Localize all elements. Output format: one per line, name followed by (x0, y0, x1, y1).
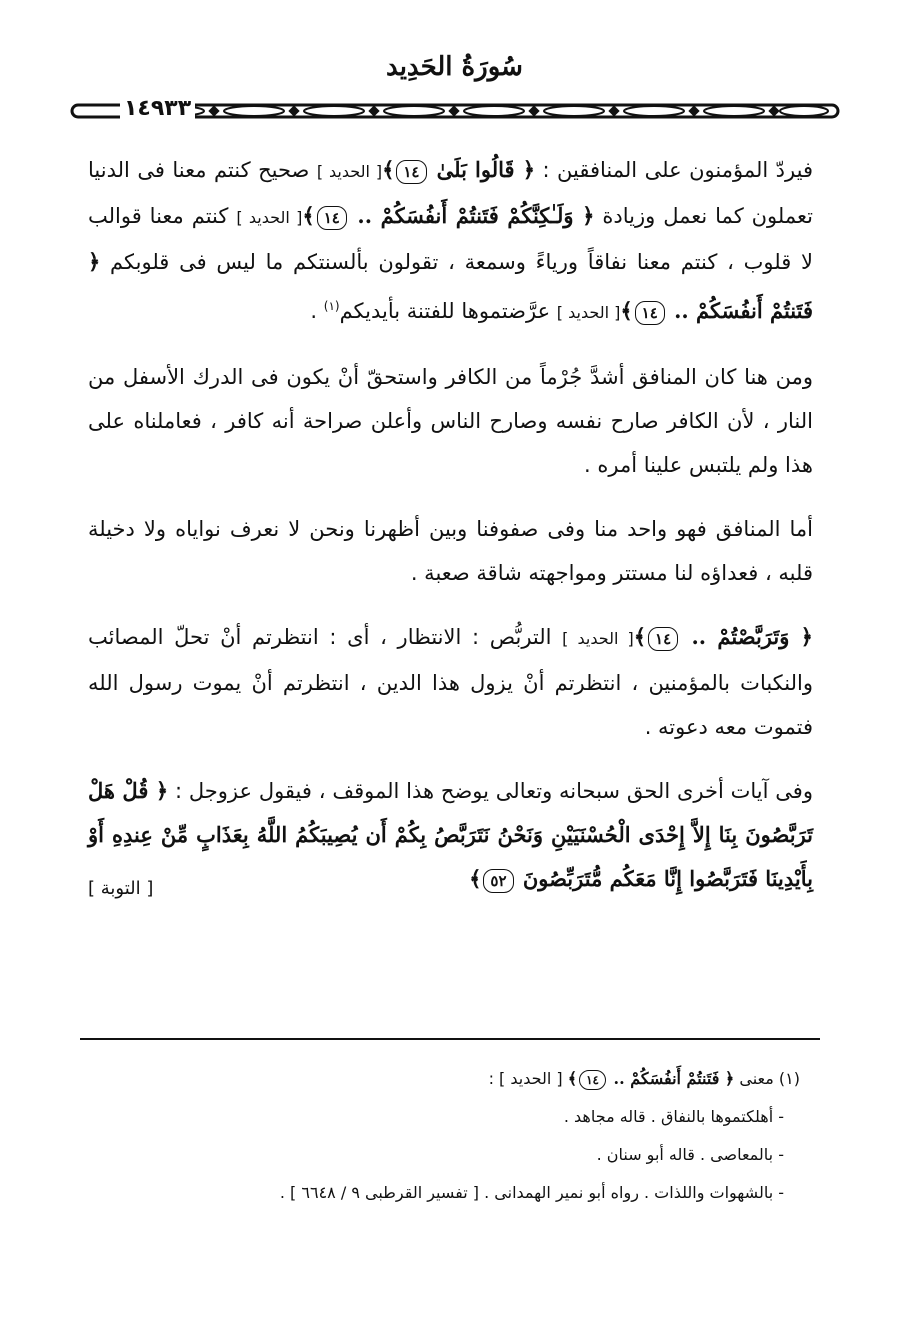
sura-title: سُورَةُ الحَدِيد (386, 52, 523, 82)
aya-number: ١٤ (648, 627, 678, 651)
footnote-item: - بالمعاصى . قاله أبو سنان . (596, 1145, 784, 1164)
paragraph-2: ومن هنا كان المنافق أشدَّ جُرْماً من الكافر واستحقّ أنْ يكون فى الدرك الأسفل من النار ، لأن الكافر صارح نفسه وصارح الناس وأعلن صراحة أنه كافر ، فعاملناه على هذا ولم يلتبس علينا أمره . (88, 365, 813, 477)
main-text (88, 148, 813, 931)
sura-reference: [ الحديد ] (316, 162, 383, 181)
quran-verse: ﴿ فَتَنتُمْ أَنفُسَكُمْ .. ١٤﴾ (567, 1069, 735, 1088)
quran-verse: ﴿ قَالُوا بَلَىٰ ١٤﴾ (382, 157, 535, 182)
footnote-1: (١) معنى ﴿ فَتَنتُمْ أَنفُسَكُمْ .. ١٤﴾ [ الحديد ] : (488, 1069, 800, 1088)
footnote-separator (80, 1038, 820, 1040)
paragraph-5 (88, 769, 813, 911)
sura-reference: [ الحديد ] (556, 303, 621, 322)
text-run: كنتم معنا قوالب لا قلوب ، كنتم معنا نفاقاً ورياءً وسمعة ، تقولون بألسنتكم ما ليس فى قلوبكم (88, 204, 813, 274)
footnote-marker[interactable]: (١) (323, 299, 340, 313)
sura-reference: [ الحديد ] (562, 629, 634, 648)
text-run: صحيح كنتم معنا فى الدنيا تعملون كما نعمل وزيادة (88, 158, 813, 228)
paragraph-1 (88, 148, 813, 335)
sura-reference: [ التوبة ] (88, 878, 154, 899)
footnote-item: - أهلكتموها بالنفاق . قاله مجاهد . (563, 1107, 784, 1126)
text-run: عرَّضتموها للفتنة بأيديكم (339, 299, 557, 323)
aya-number: ١٤ (396, 160, 426, 184)
paragraph-4 (88, 615, 813, 749)
aya-number: ١٤ (579, 1070, 606, 1090)
sura-reference: [ الحديد ] (236, 208, 303, 227)
text-run: فيردّ المؤمنون على المنافقين : (535, 158, 813, 182)
quran-verse: ﴿ وَتَرَبَّصْتُمْ .. ١٤﴾ (633, 624, 813, 649)
aya-number: ٥٢ (483, 869, 513, 893)
footnotes (150, 1060, 800, 1212)
quran-verse: ﴿ فَتَنتُمْ أَنفُسَكُمْ .. ١٤﴾ (88, 249, 813, 323)
paragraph-3: أما المنافق فهو واحد منا وفى صفوفنا وبين أظهرنا ونحن لا نعرف نواياه ولا دخيلة قلبه ، فعداؤه لنا مستتر ومواجهته شاقة صعبة . (88, 517, 813, 585)
quran-verse: ﴿ قُلْ هَلْ تَرَبَّصُونَ بِنَا إِلاَّ إِحْدَى الْحُسْنَيَيْنِ وَنَحْنُ نَتَرَبَّصُ بِكُمْ أَن يُصِيبَكُمُ اللَّهُ بِعَذَابٍ مِّنْ عِندِهِ أَوْ بِأَيْدِينَا فَتَرَبَّصُوا إِنَّا مَعَكُم مُّتَرَبِّصُونَ ٥٢﴾ (88, 778, 813, 891)
text-run: وفى آيات أخرى الحق سبحانه وتعالى يوضح هذا الموقف ، فيقول عزوجل : (168, 779, 813, 803)
text-run: التربُّص : الانتظار ، أى : انتظرتم أنْ تحلّ المصائب والنكبات بالمؤمنين ، انتظرتم أنْ يزول هذا الدين ، انتظرتم أنْ يموت رسول الله فتموت معه دعوته . (88, 625, 813, 739)
aya-number: ١٤ (317, 206, 347, 230)
quran-verse: ﴿ وَلَـٰكِنَّكُمْ فَتَنتُمْ أَنفُسَكُمْ .. ١٤﴾ (302, 203, 595, 228)
text-run: . (310, 299, 324, 323)
page-number: ١٤٩٣٣ (120, 96, 195, 121)
aya-number: ١٤ (635, 301, 665, 325)
footnote-item: - بالشهوات واللذات . رواه أبو نمير الهمدانى . [ تفسير القرطبى ٩ / ٦٦٤٨ ] . (279, 1183, 784, 1202)
